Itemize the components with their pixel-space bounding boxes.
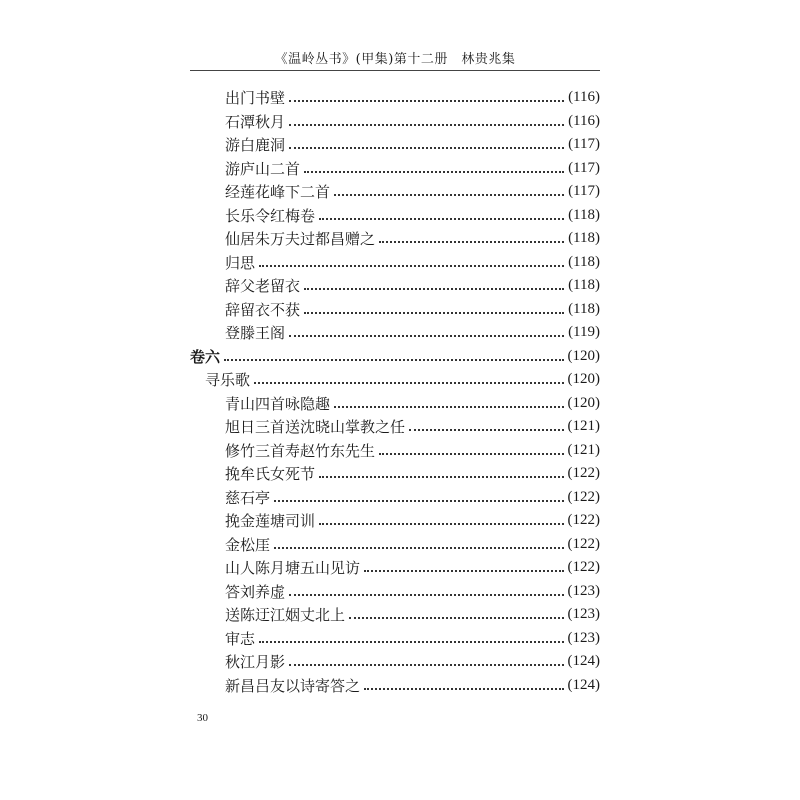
toc-entry-page: (122) (567, 559, 600, 576)
toc-entry-page: (121) (567, 441, 600, 458)
dot-leader (379, 452, 563, 455)
toc-entry-title: 游白鹿洞 (225, 136, 286, 155)
toc-entry-title: 辞留衣不获 (225, 300, 301, 319)
toc-entry-title: 秋江月影 (225, 653, 286, 672)
toc-entry-page: (124) (567, 653, 600, 670)
toc-entry-title: 辞父老留衣 (225, 277, 301, 296)
toc-entry (190, 415, 600, 439)
toc-entry-title: 登滕王阁 (225, 324, 286, 343)
toc-entry-page: (116) (568, 89, 600, 106)
toc-entry (190, 86, 600, 110)
toc-entry-title: 经莲花峰下二首 (225, 183, 331, 202)
toc-entry-page: (117) (568, 159, 600, 176)
dot-leader (409, 428, 563, 431)
dot-leader (289, 334, 564, 337)
toc-entry-page: (117) (568, 136, 600, 153)
toc-entry (190, 133, 600, 157)
dot-leader (289, 99, 564, 102)
toc-entry-title: 长乐令红梅卷 (225, 206, 316, 225)
toc-entry-title: 归思 (225, 253, 256, 272)
toc-entry (190, 368, 600, 392)
dot-leader (289, 663, 563, 666)
dot-leader (334, 193, 564, 196)
toc-entry-title: 山人陈月塘五山见访 (225, 559, 361, 578)
toc-entry (190, 580, 600, 604)
toc-entry (190, 533, 600, 557)
toc-entry (190, 110, 600, 134)
toc-entry-page: (118) (568, 277, 600, 294)
toc-entry-title: 慈石亭 (225, 488, 271, 507)
toc-entry-title: 游庐山二首 (225, 159, 301, 178)
toc-entry-title: 挽牟氏女死节 (225, 465, 316, 484)
dot-leader (224, 358, 563, 361)
dot-leader (349, 616, 563, 619)
toc-entry-title: 金松厓 (225, 535, 271, 554)
toc-entry (190, 274, 600, 298)
dot-leader (274, 499, 563, 502)
toc-entry (190, 650, 600, 674)
dot-leader (304, 170, 564, 173)
toc-entry (190, 157, 600, 181)
dot-leader (254, 381, 563, 384)
toc-entry (190, 345, 600, 369)
toc-entry-page: (118) (568, 253, 600, 270)
toc-entry (190, 251, 600, 275)
toc-entry (190, 556, 600, 580)
toc-entry-title: 挽金莲塘司训 (225, 512, 316, 531)
toc-entry-page: (123) (567, 606, 600, 623)
dot-leader (319, 522, 563, 525)
toc-entry-page: (118) (568, 230, 600, 247)
toc-entry (190, 627, 600, 651)
toc-entry-page: (123) (567, 629, 600, 646)
dot-leader (289, 123, 564, 126)
toc-entry-title: 卷六 (190, 347, 221, 366)
toc-entry-page: (118) (568, 206, 600, 223)
table-of-contents (190, 86, 600, 697)
dot-leader (364, 569, 563, 572)
dot-leader (259, 264, 564, 267)
toc-entry (190, 603, 600, 627)
dot-leader (259, 640, 563, 643)
toc-entry-page: (117) (568, 183, 600, 200)
toc-entry-title: 答刘养虚 (225, 582, 286, 601)
toc-entry-page: (122) (567, 465, 600, 482)
toc-entry (190, 298, 600, 322)
toc-entry-title: 送陈迂江姻丈北上 (225, 606, 346, 625)
toc-entry (190, 321, 600, 345)
dot-leader (304, 311, 564, 314)
toc-entry-title: 青山四首咏隐趣 (225, 394, 331, 413)
dot-leader (364, 687, 563, 690)
toc-entry-page: (120) (567, 347, 600, 364)
toc-entry (190, 509, 600, 533)
toc-entry-page: (120) (567, 371, 600, 388)
toc-entry (190, 439, 600, 463)
toc-entry-title: 修竹三首寿赵竹东先生 (225, 441, 376, 460)
toc-entry-title: 出门书壁 (225, 89, 286, 108)
toc-entry-page: (122) (567, 512, 600, 529)
toc-entry (190, 180, 600, 204)
dot-leader (289, 146, 564, 149)
toc-entry-page: (116) (568, 112, 600, 129)
dot-leader (289, 593, 563, 596)
dot-leader (319, 475, 563, 478)
dot-leader (379, 240, 564, 243)
header-rule (190, 70, 600, 71)
toc-entry-page: (123) (567, 582, 600, 599)
dot-leader (274, 546, 563, 549)
toc-entry-title: 仙居朱万夫过都昌赠之 (225, 230, 376, 249)
toc-entry-page: (122) (567, 535, 600, 552)
running-header: 《温岭丛书》(甲集)第十二册 林贵兆集 (274, 52, 516, 67)
toc-entry-page: (124) (567, 676, 600, 693)
page-number: 30 (197, 712, 208, 724)
dot-leader (304, 287, 564, 290)
toc-entry-page: (121) (567, 418, 600, 435)
toc-entry-page: (122) (567, 488, 600, 505)
dot-leader (319, 217, 564, 220)
toc-entry-page: (119) (568, 324, 600, 341)
toc-entry-title: 旭日三首送沈晓山掌教之任 (225, 418, 406, 437)
toc-entry (190, 462, 600, 486)
toc-entry-page: (118) (568, 300, 600, 317)
toc-entry-page: (120) (567, 394, 600, 411)
toc-entry-title: 审志 (225, 629, 256, 648)
dot-leader (334, 405, 563, 408)
toc-entry (190, 227, 600, 251)
toc-entry-title: 石潭秋月 (225, 112, 286, 131)
toc-entry (190, 204, 600, 228)
toc-entry (190, 486, 600, 510)
toc-entry-title: 新昌吕友以诗寄答之 (225, 676, 361, 695)
toc-entry-title: 寻乐歌 (205, 371, 251, 390)
toc-entry (190, 674, 600, 698)
toc-entry (190, 392, 600, 416)
